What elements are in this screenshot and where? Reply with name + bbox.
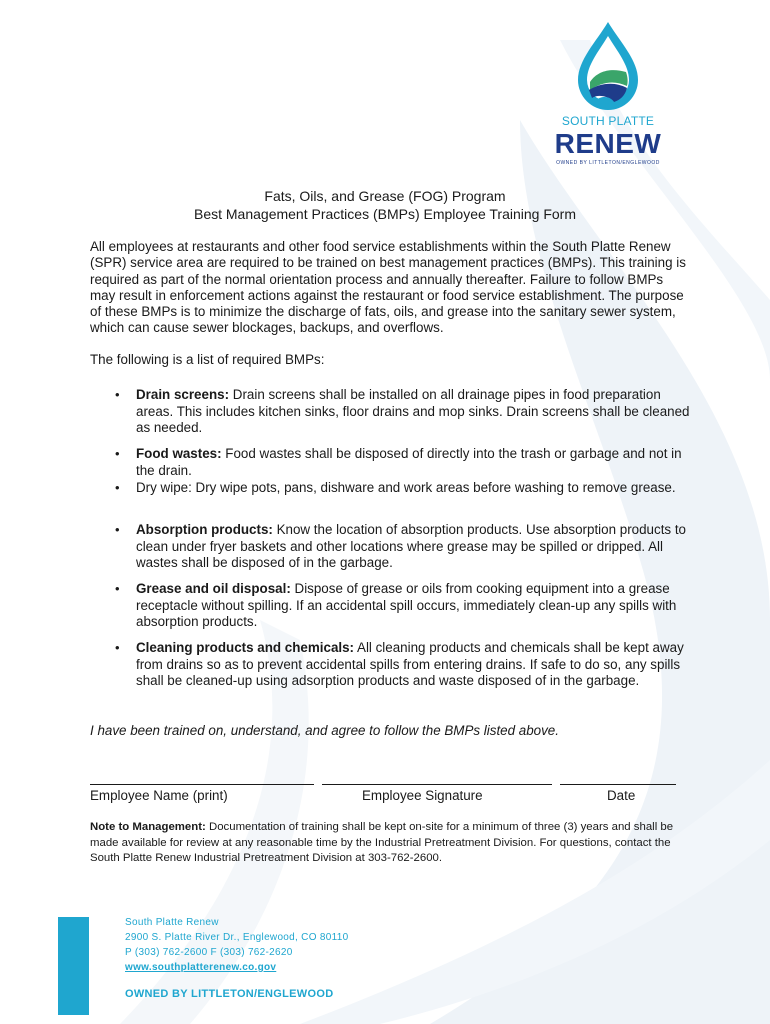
note-heading: Note to Management:: [90, 821, 206, 833]
employee-signature-label: Employee Signature: [362, 788, 483, 803]
footer-phone: P (303) 762-2600 F (303) 762-2620: [125, 947, 293, 958]
bmp-heading: Grease and oil disposal:: [136, 581, 291, 596]
south-platte-renew-logo: [548, 20, 668, 170]
bmp-text: Know the location of absorption products. Use absorption products to clean under fryer baskets and other locations where grease may be spilled or dripped. All wastes shall be disposed of in the garbage.: [136, 522, 686, 570]
list-item: [115, 640, 696, 690]
bmp-text: Dispose of grease or oils from cooking equipment into a grease receptacle without spilling. If an accidental spill occurs, immediately clean-up any spills with absorption products.: [136, 581, 677, 629]
bullet-icon: •: [115, 640, 120, 655]
intro-paragraph: All employees at restaurants and other food service establishments within the South Platte Renew (SPR) service area are required to be trained on best management practices (BMPs). This training is required as part of the normal orientation process and annually thereafter. Failure to follow BMPs may result in enforcement actions against the restaurant or food service establishment. The purpose of these BMPs is to minimize the discharge of fats, oils, and grease into the sanitary sewer system, which can cause sewer blockages, backups, and overflows.: [90, 239, 686, 336]
list-item: [115, 581, 696, 631]
bullet-icon: •: [115, 446, 120, 461]
bmp-text: Drain screens shall be installed on all drainage pipes in food preparation areas. This includes kitchen sinks, floor drains and mop sinks. Drain screens shall be cleaned as needed.: [136, 387, 690, 435]
footer-org-name: South Platte Renew: [125, 917, 219, 928]
bmp-heading: Drain screens:: [136, 387, 230, 402]
bullet-icon: •: [115, 581, 120, 596]
bmp-text: All cleaning products and chemicals shall be kept away from drains so as to prevent accidental spills from entering drains. If safe to do so, any spills shall be cleaned-up using adsorption products and waste disposed of in the garbage.: [136, 640, 684, 688]
list-item: [115, 446, 696, 479]
list-item: [115, 480, 696, 497]
footer-website-link[interactable]: www.southplatterenew.co.gov: [125, 962, 277, 973]
bmp-heading: Absorption products:: [136, 522, 273, 537]
date-line[interactable]: [560, 784, 676, 785]
bullet-icon: •: [115, 387, 120, 402]
management-note: [90, 820, 690, 867]
bullet-icon: •: [115, 522, 120, 537]
bmp-heading: Food wastes:: [136, 446, 222, 461]
employee-signature-line[interactable]: [322, 784, 552, 785]
document-subtitle: Best Management Practices (BMPs) Employee Training Form: [193, 206, 577, 222]
bmp-text: Food wastes shall be disposed of directly into the trash or garbage and not in the drain.: [136, 446, 682, 478]
list-item: [115, 387, 696, 437]
logo-tagline: OWNED BY LITTLETON/ENGLEWOOD: [556, 160, 660, 166]
footer-accent-bar: [58, 917, 89, 1015]
agreement-statement: I have been trained on, understand, and agree to follow the BMPs listed above.: [90, 723, 559, 738]
bmp-heading: Cleaning products and chemicals:: [136, 640, 355, 655]
employee-name-line[interactable]: [90, 784, 314, 785]
bmp-text: Dry wipe: Dry wipe pots, pans, dishware and work areas before washing to remove grease.: [136, 480, 676, 495]
bullet-icon: •: [115, 480, 120, 495]
date-label: Date: [607, 788, 636, 803]
list-item: [115, 522, 696, 572]
document-title: Fats, Oils, and Grease (FOG) Program: [264, 188, 506, 204]
note-text: Documentation of training shall be kept on-site for a minimum of three (3) years and shall be made available for review at any reasonable time by the Industrial Pretreatment Division. For questions, contact the South Platte Renew Industrial Pretreatment Division at 303-762-2600.: [90, 821, 674, 864]
footer-owned-by: OWNED BY LITTLETON/ENGLEWOOD: [125, 988, 334, 1000]
logo-wordmark-top: SOUTH PLATTE: [561, 114, 655, 128]
bmp-list-heading: The following is a list of required BMPs:: [90, 352, 325, 367]
footer-address: 2900 S. Platte River Dr., Englewood, CO 80110: [125, 932, 349, 943]
logo-wordmark-main: RENEW: [554, 128, 662, 159]
water-drop-icon: [576, 20, 640, 112]
employee-name-label: Employee Name (print): [90, 788, 228, 803]
